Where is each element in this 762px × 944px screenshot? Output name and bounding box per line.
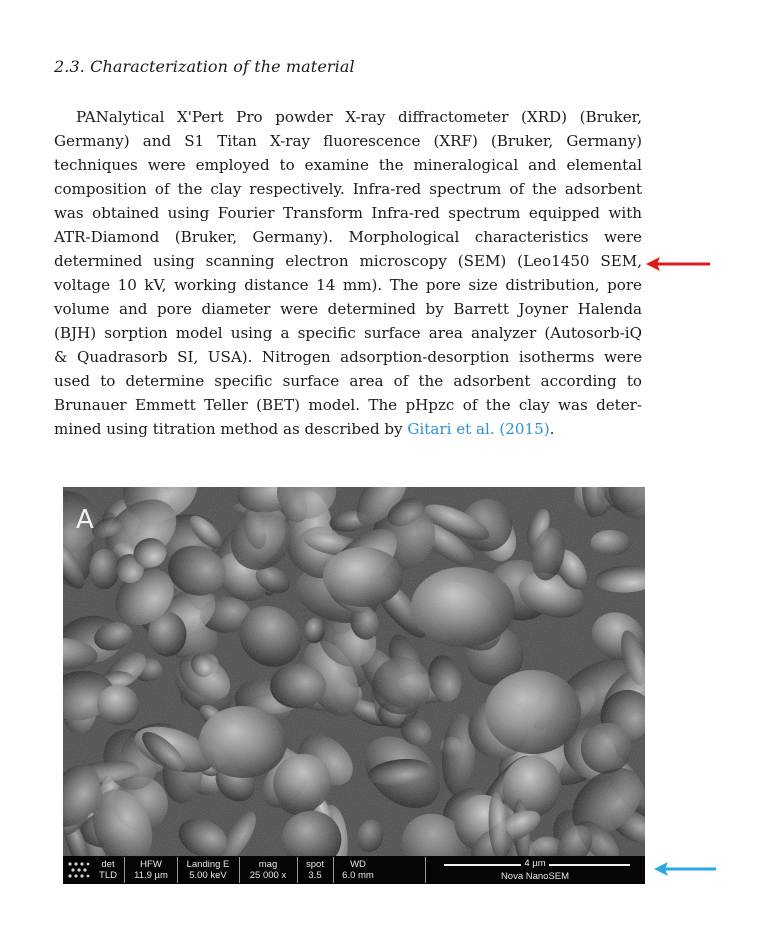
paragraph-line: voltage 10 kV, working distance 14 mm). The pore size distribution, pore [54,276,642,294]
section-heading: 2.3. Characterization of the material [54,57,355,76]
paragraph-line: Brunauer Emmett Teller (BET) model. The pHpzc of the clay was deter- [54,396,642,414]
last-line-period: . [549,420,555,438]
paragraph-line: determined using scanning electron microscopy (SEM) (Leo1450 SEM, [54,252,642,270]
sem-micrograph [63,487,645,884]
databar-divider [333,857,334,883]
databar-landing-energy: Landing E 5.00 keV [186,859,230,881]
red-arrow-icon [644,254,714,274]
databar-wd: WD 6.0 mm [342,859,374,881]
last-line-text: mined using titration method as described by [54,420,408,438]
paragraph-last-line [54,417,642,441]
paragraph-line: ATR-Diamond (Bruker, Germany). Morphological characteristics were [54,228,642,246]
paragraph-line: composition of the clay respectively. Infra-red spectrum of the adsorbent [54,180,642,198]
paragraph-line: & Quadrasorb SI, USA). Nitrogen adsorption-desorption isotherms were [54,348,642,366]
fei-logo-icon [66,860,90,880]
databar-divider [124,857,125,883]
paragraph-line: was obtained using Fourier Transform Infra-red spectrum equipped with [54,204,642,222]
paragraph-line: Germany) and S1 Titan X-ray fluorescence (XRF) (Bruker, Germany) [54,132,642,150]
panel-letter: A [76,505,94,535]
scale-bar-box [425,857,644,883]
databar-divider [177,857,178,883]
paragraph-line: techniques were employed to examine the mineralogical and elemental [54,156,642,174]
paragraph-line: (BJH) sorption model using a specific surface area analyzer (Autosorb-iQ [54,324,642,342]
databar-divider [239,857,240,883]
databar-divider [297,857,298,883]
instrument-name: Nova NanoSEM [500,871,570,882]
scale-bar-label: 4 µm [426,858,644,869]
blue-arrow-icon [652,859,718,879]
databar-mag: mag 25 000 x [249,859,287,881]
databar-det: det TLD [99,859,117,881]
databar-hfw: HFW 11.9 µm [134,859,168,881]
sem-databar [63,856,645,884]
databar-spot: spot 3.5 [306,859,324,881]
methods-paragraph [54,105,642,441]
paragraph-line: PANalytical X'Pert Pro powder X-ray diffractometer (XRD) (Bruker, [76,108,642,126]
paragraph-line: volume and pore diameter were determined by Barrett Joyner Halenda [54,300,642,318]
citation-link[interactable]: Gitari et al. (2015) [407,420,550,438]
paragraph-line: used to determine specific surface area of the adsorbent according to [54,372,642,390]
